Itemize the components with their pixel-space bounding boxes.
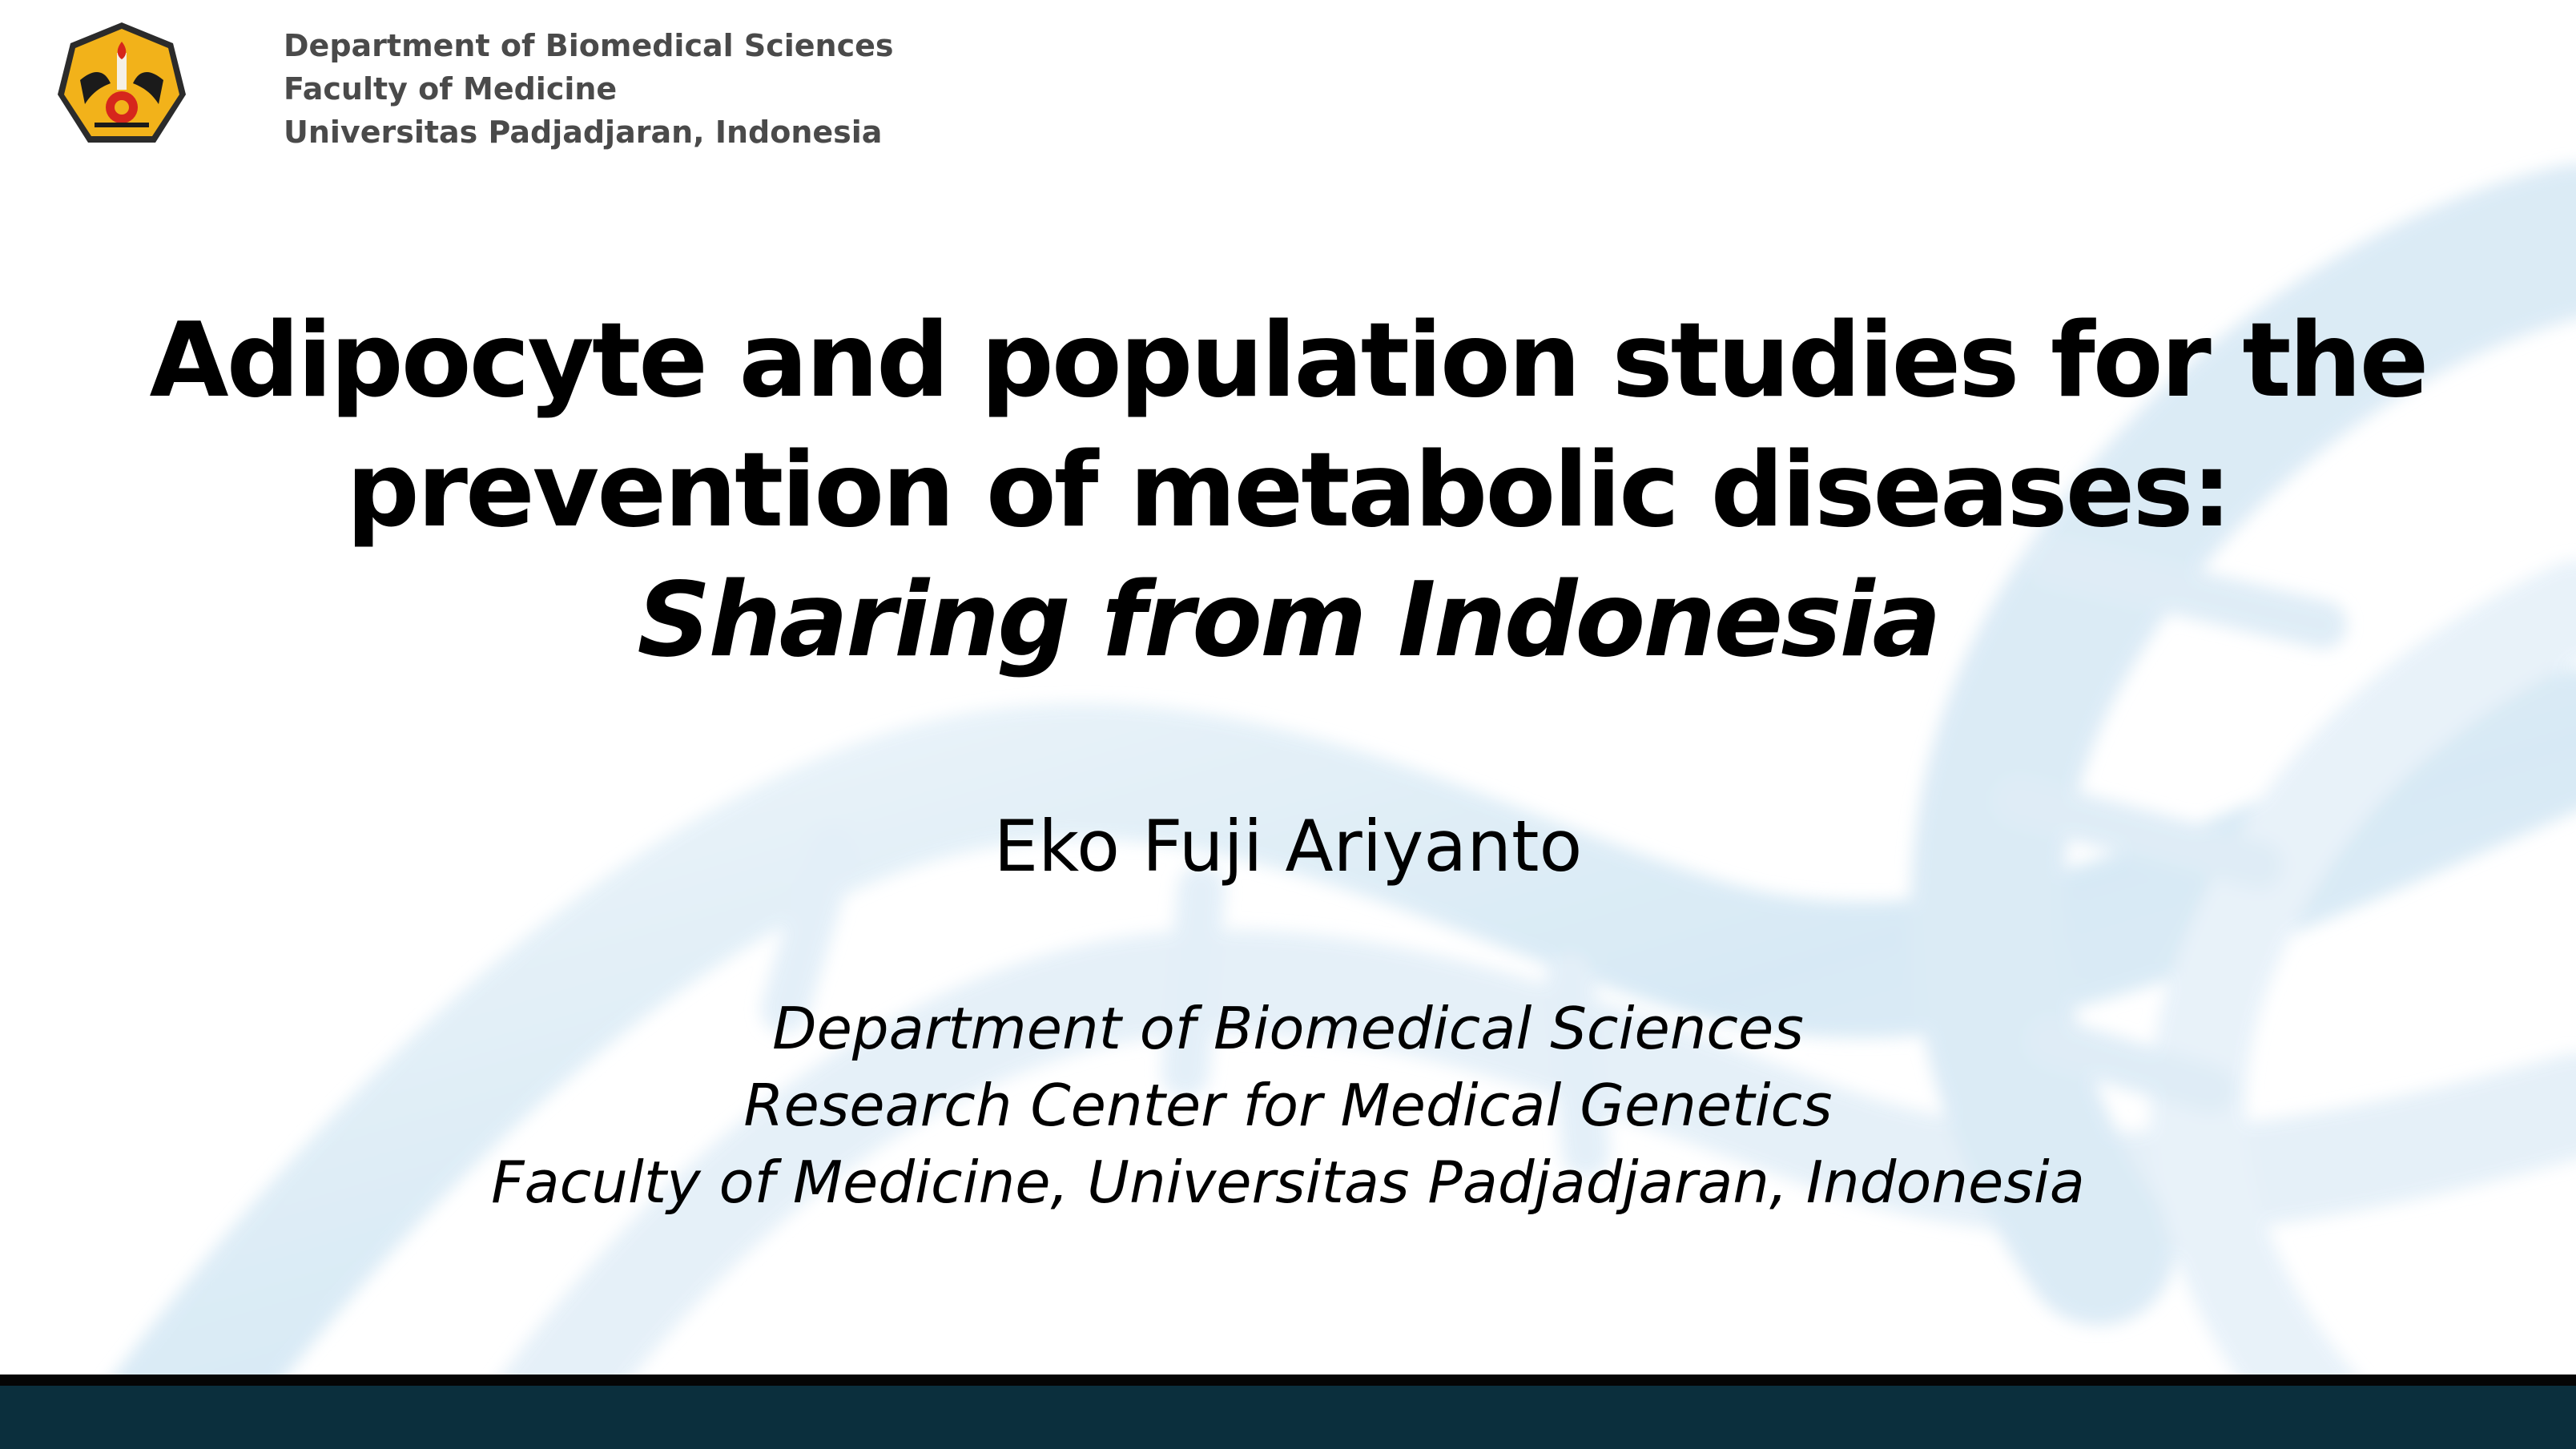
institution-faculty: Faculty of Medicine: [284, 71, 618, 107]
affiliation-block: [0, 990, 2576, 1221]
footer-divider-line: [0, 1375, 2576, 1386]
affiliation-research-center: Research Center for Medical Genetics: [743, 1072, 1833, 1139]
slide-title: [0, 296, 2576, 686]
slide-header: [53, 18, 894, 155]
university-seal-icon: [53, 18, 191, 155]
title-subtitle: Sharing from Indonesia: [637, 561, 1939, 680]
footer-bar: [0, 1386, 2576, 1449]
title-line-1: Adipocyte and population studies for the: [149, 301, 2427, 421]
affiliation-faculty-university: Faculty of Medicine, Universitas Padjadjaran, Indonesia: [491, 1149, 2085, 1216]
affiliation-department: Department of Biomedical Sciences: [772, 995, 1804, 1062]
institution-block: [284, 24, 894, 154]
author-name: Eko Fuji Ariyanto: [993, 805, 1583, 888]
institution-department: Department of Biomedical Sciences: [284, 28, 894, 63]
title-line-2: prevention of metabolic diseases:: [346, 431, 2230, 550]
institution-university: Universitas Padjadjaran, Indonesia: [284, 115, 883, 150]
